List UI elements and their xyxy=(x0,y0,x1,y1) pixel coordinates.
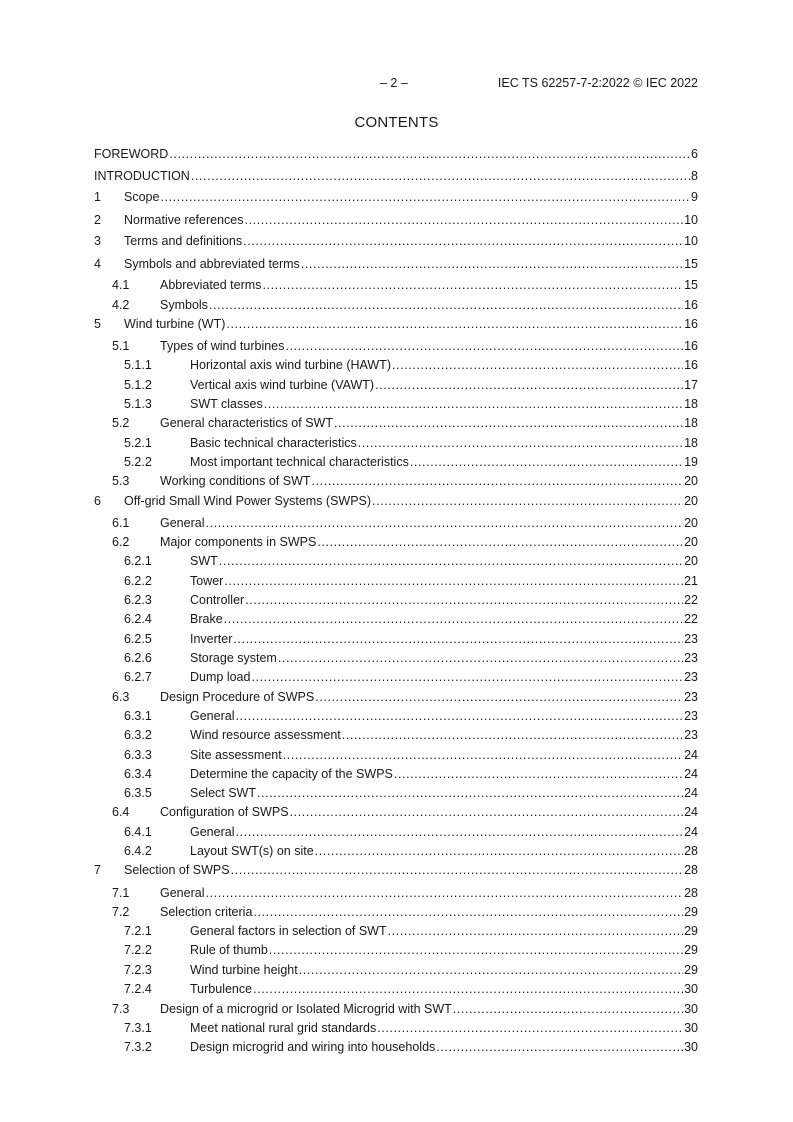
toc-entry[interactable] xyxy=(112,277,698,293)
toc-entry-page: 28 xyxy=(684,886,698,900)
toc-entry[interactable] xyxy=(94,256,698,272)
toc-entry-title: Select SWT xyxy=(190,786,256,800)
dot-leader xyxy=(253,981,683,997)
toc-entry[interactable] xyxy=(94,146,698,162)
toc-entry[interactable] xyxy=(94,493,698,509)
toc-entry[interactable] xyxy=(124,553,698,569)
toc-entry-page: 23 xyxy=(684,651,698,665)
page-header xyxy=(0,76,793,92)
dot-leader xyxy=(388,923,683,939)
toc-entry-number: 2 xyxy=(94,213,101,227)
toc-entry-title: Configuration of SWPS xyxy=(160,805,289,819)
toc-entry-title: Design Procedure of SWPS xyxy=(160,690,315,704)
toc-entry[interactable] xyxy=(112,804,698,820)
toc-entry[interactable] xyxy=(124,981,698,997)
dot-leader xyxy=(283,747,683,763)
toc-entry-number: 6.2.5 xyxy=(124,632,152,646)
toc-entry[interactable] xyxy=(112,415,698,431)
toc-entry-number: 6.4 xyxy=(112,805,130,819)
dot-leader xyxy=(269,942,683,958)
toc-entry-number: 6.2.6 xyxy=(124,651,152,665)
dot-leader xyxy=(301,256,683,272)
toc-entry-title: Types of wind turbines xyxy=(160,339,285,353)
toc-entry-page: 22 xyxy=(684,593,698,607)
dot-leader xyxy=(226,316,683,332)
toc-entry-page: 23 xyxy=(684,709,698,723)
toc-entry[interactable] xyxy=(124,962,698,978)
dot-leader xyxy=(253,904,683,920)
toc-entry-title: Dump load xyxy=(190,670,251,684)
toc-entry-page: 24 xyxy=(684,825,698,839)
dot-leader xyxy=(358,435,683,451)
toc-entry-title: General xyxy=(160,886,205,900)
toc-entry-page: 16 xyxy=(684,339,698,353)
dot-leader xyxy=(394,766,683,782)
toc-entry-page: 29 xyxy=(684,905,698,919)
toc-entry-page: 10 xyxy=(684,234,698,248)
toc-entry[interactable] xyxy=(124,785,698,801)
toc-entry-title: Wind resource assessment xyxy=(190,728,341,742)
toc-entry-title: General xyxy=(190,709,235,723)
toc-entry-number: 5.1.2 xyxy=(124,378,152,392)
toc-entry-number: 7.1 xyxy=(112,886,130,900)
toc-entry-title: Site assessment xyxy=(190,748,282,762)
toc-entry[interactable] xyxy=(124,923,698,939)
toc-entry-title: Turbulence xyxy=(190,982,253,996)
dot-leader xyxy=(453,1001,683,1017)
dot-leader xyxy=(251,669,683,685)
toc-entry-number: 7.3.1 xyxy=(124,1021,152,1035)
toc-entry[interactable] xyxy=(112,885,698,901)
toc-entry[interactable] xyxy=(112,297,698,313)
toc-entry-title: Normative references xyxy=(124,213,244,227)
toc-entry-page: 10 xyxy=(684,213,698,227)
toc-entry-title: Controller xyxy=(190,593,245,607)
toc-entry-number: 7 xyxy=(94,863,101,877)
toc-entry-number: 5.2 xyxy=(112,416,130,430)
toc-entry[interactable] xyxy=(124,1020,698,1036)
dot-leader xyxy=(334,415,683,431)
toc-entry-title: Symbols xyxy=(160,298,208,312)
dot-leader xyxy=(245,592,683,608)
toc-entry-page: 20 xyxy=(684,554,698,568)
dot-leader xyxy=(392,357,683,373)
toc-entry-number: 5.1.3 xyxy=(124,397,152,411)
toc-entry-title: Selection of SWPS xyxy=(124,863,230,877)
toc-entry-number: 5.1 xyxy=(112,339,130,353)
toc-entry-page: 18 xyxy=(684,436,698,450)
toc-entry[interactable] xyxy=(112,689,698,705)
toc-entry-number: 6.2.7 xyxy=(124,670,152,684)
toc-entry-page: 19 xyxy=(684,455,698,469)
toc-entry[interactable] xyxy=(124,650,698,666)
toc-entry-number: 6.2.4 xyxy=(124,612,152,626)
toc-entry[interactable] xyxy=(124,727,698,743)
toc-entry[interactable] xyxy=(124,766,698,782)
toc-entry-page: 15 xyxy=(684,257,698,271)
toc-entry[interactable] xyxy=(124,824,698,840)
toc-entry-title: Tower xyxy=(190,574,224,588)
toc-entry[interactable] xyxy=(124,631,698,647)
toc-entry-number: 3 xyxy=(94,234,101,248)
toc-entry-number: 6.3.2 xyxy=(124,728,152,742)
toc-entry-page: 23 xyxy=(684,690,698,704)
toc-entry-number: 5.1.1 xyxy=(124,358,152,372)
toc-entry-number: 6.2 xyxy=(112,535,130,549)
toc-entry-page: 29 xyxy=(684,963,698,977)
toc-entry-page: 30 xyxy=(684,1002,698,1016)
toc-entry-page: 6 xyxy=(691,147,698,161)
toc-entry[interactable] xyxy=(124,1039,698,1055)
toc-entry-number: 6.3.1 xyxy=(124,709,152,723)
toc-entry-page: 23 xyxy=(684,632,698,646)
toc-entry-page: 20 xyxy=(684,474,698,488)
toc-entry-number: 6.2.2 xyxy=(124,574,152,588)
dot-leader xyxy=(262,277,683,293)
dot-leader xyxy=(315,843,683,859)
toc-entry-title: Determine the capacity of the SWPS xyxy=(190,767,393,781)
dot-leader xyxy=(436,1039,683,1055)
toc-entry-page: 24 xyxy=(684,786,698,800)
toc-entry-page: 20 xyxy=(684,516,698,530)
toc-entry[interactable] xyxy=(124,454,698,470)
dot-leader xyxy=(375,377,683,393)
toc-entry-page: 28 xyxy=(684,863,698,877)
dot-leader xyxy=(209,297,683,313)
toc-entry[interactable] xyxy=(124,747,698,763)
toc-entry-title: General factors in selection of SWT xyxy=(190,924,387,938)
dot-leader xyxy=(169,146,690,162)
toc-entry[interactable] xyxy=(112,534,698,550)
toc-entry-page: 15 xyxy=(684,278,698,292)
toc-entry[interactable] xyxy=(112,338,698,354)
dot-leader xyxy=(235,824,683,840)
toc-entry-number: 5 xyxy=(94,317,101,331)
toc-entry[interactable] xyxy=(94,862,698,878)
dot-leader xyxy=(219,553,683,569)
standard-identifier: IEC TS 62257-7-2:2022 © IEC 2022 xyxy=(497,76,698,90)
toc-entry[interactable] xyxy=(94,168,698,184)
dot-leader xyxy=(312,473,684,489)
dot-leader xyxy=(235,708,683,724)
toc-entry-title: Layout SWT(s) on site xyxy=(190,844,314,858)
toc-entry-page: 24 xyxy=(684,748,698,762)
toc-entry[interactable] xyxy=(124,396,698,412)
toc-entry-title: Abbreviated terms xyxy=(160,278,262,292)
toc-entry[interactable] xyxy=(112,515,698,531)
toc-entry-page: 21 xyxy=(684,574,698,588)
toc-entry-number: 6.2.1 xyxy=(124,554,152,568)
dot-leader xyxy=(245,212,684,228)
dot-leader xyxy=(299,962,683,978)
dot-leader xyxy=(224,611,683,627)
dot-leader xyxy=(233,631,683,647)
dot-leader xyxy=(243,233,683,249)
toc-entry-number: 4.1 xyxy=(112,278,130,292)
dot-leader xyxy=(372,493,683,509)
toc-entry[interactable] xyxy=(124,708,698,724)
toc-entry-title: Off-grid Small Wind Power Systems (SWPS) xyxy=(124,494,372,508)
toc-entry[interactable] xyxy=(124,942,698,958)
toc-entry-title: Most important technical characteristics xyxy=(190,455,409,469)
dot-leader xyxy=(205,515,683,531)
dot-leader xyxy=(160,189,690,205)
dot-leader xyxy=(224,573,683,589)
toc-entry[interactable] xyxy=(124,669,698,685)
toc-entry[interactable] xyxy=(112,904,698,920)
toc-entry-number: 7.2.1 xyxy=(124,924,152,938)
toc-entry-number: 6 xyxy=(94,494,101,508)
toc-entry[interactable] xyxy=(94,189,698,205)
toc-entry[interactable] xyxy=(124,435,698,451)
toc-entry-page: 23 xyxy=(684,670,698,684)
toc-entry-title: Vertical axis wind turbine (VAWT) xyxy=(190,378,375,392)
toc-entry-title: Basic technical characteristics xyxy=(190,436,357,450)
toc-entry-title: Symbols and abbreviated terms xyxy=(124,257,300,271)
toc-entry-title: Wind turbine (WT) xyxy=(124,317,226,331)
toc-entry-title: Design of a microgrid or Isolated Microgrid with SWT xyxy=(160,1002,452,1016)
dot-leader xyxy=(257,785,683,801)
toc-entry-page: 20 xyxy=(684,494,698,508)
toc-entry-number: 6.4.2 xyxy=(124,844,152,858)
toc-entry[interactable] xyxy=(124,611,698,627)
toc-entry-number: 6.2.3 xyxy=(124,593,152,607)
dot-leader xyxy=(205,885,683,901)
toc-entry[interactable] xyxy=(112,1001,698,1017)
toc-entry-page: 9 xyxy=(691,190,698,204)
toc-entry[interactable] xyxy=(112,473,698,489)
toc-entry-number: 6.4.1 xyxy=(124,825,152,839)
toc-entry[interactable] xyxy=(124,592,698,608)
toc-entry-number: 7.3.2 xyxy=(124,1040,152,1054)
dot-leader xyxy=(317,534,683,550)
toc-entry-title: SWT xyxy=(190,554,218,568)
toc-entry-page: 24 xyxy=(684,767,698,781)
toc-entry-title: INTRODUCTION xyxy=(94,169,190,183)
dot-leader xyxy=(410,454,683,470)
toc-entry[interactable] xyxy=(124,573,698,589)
toc-entry-page: 16 xyxy=(684,298,698,312)
toc-entry-page: 18 xyxy=(684,416,698,430)
toc-entry-number: 1 xyxy=(94,190,101,204)
toc-entry-title: General characteristics of SWT xyxy=(160,416,333,430)
toc-entry-title: Terms and definitions xyxy=(124,234,243,248)
dot-leader xyxy=(377,1020,683,1036)
toc-entry-title: Rule of thumb xyxy=(190,943,268,957)
dot-leader xyxy=(290,804,684,820)
dot-leader xyxy=(342,727,683,743)
toc-entry-page: 29 xyxy=(684,924,698,938)
dot-leader xyxy=(315,689,683,705)
toc-entry-number: 7.2.3 xyxy=(124,963,152,977)
toc-entry-number: 7.2.2 xyxy=(124,943,152,957)
toc-entry-title: Storage system xyxy=(190,651,277,665)
toc-entry[interactable] xyxy=(124,357,698,373)
toc-entry-page: 29 xyxy=(684,943,698,957)
toc-entry-page: 23 xyxy=(684,728,698,742)
toc-entry-page: 18 xyxy=(684,397,698,411)
toc-entry-number: 6.3.3 xyxy=(124,748,152,762)
toc-entry-page: 24 xyxy=(684,805,698,819)
toc-entry-title: General xyxy=(190,825,235,839)
toc-entry-title: FOREWORD xyxy=(94,147,169,161)
toc-entry-number: 7.2.4 xyxy=(124,982,152,996)
toc-entry-page: 30 xyxy=(684,982,698,996)
toc-entry-title: Wind turbine height xyxy=(190,963,298,977)
toc-entry-number: 4 xyxy=(94,257,101,271)
toc-entry[interactable] xyxy=(124,377,698,393)
toc-entry-title: Working conditions of SWT xyxy=(160,474,311,488)
toc-entry-number: 5.3 xyxy=(112,474,130,488)
toc-entry-number: 6.1 xyxy=(112,516,130,530)
toc-entry[interactable] xyxy=(94,212,698,228)
toc-entry-page: 16 xyxy=(684,358,698,372)
toc-entry[interactable] xyxy=(124,843,698,859)
toc-entry-title: Selection criteria xyxy=(160,905,253,919)
toc-entry-title: Meet national rural grid standards xyxy=(190,1021,377,1035)
dot-leader xyxy=(191,168,690,184)
toc-entry-title: SWT classes xyxy=(190,397,263,411)
toc-entry-page: 17 xyxy=(684,378,698,392)
toc-entry-page: 30 xyxy=(684,1040,698,1054)
toc-entry-page: 30 xyxy=(684,1021,698,1035)
page-title: CONTENTS xyxy=(354,114,439,131)
toc-entry-number: 7.2 xyxy=(112,905,130,919)
toc-entry-title: Major components in SWPS xyxy=(160,535,317,549)
dot-leader xyxy=(285,338,683,354)
toc-entry-title: Design microgrid and wiring into households xyxy=(190,1040,436,1054)
toc-entry-number: 5.2.2 xyxy=(124,455,152,469)
toc-entry-title: Brake xyxy=(190,612,223,626)
toc-entry[interactable] xyxy=(94,233,698,249)
toc-entry-title: Scope xyxy=(124,190,160,204)
toc-entry[interactable] xyxy=(94,316,698,332)
toc-entry-number: 6.3 xyxy=(112,690,130,704)
dot-leader xyxy=(278,650,683,666)
toc-entry-page: 28 xyxy=(684,844,698,858)
toc-entry-title: General xyxy=(160,516,205,530)
dot-leader xyxy=(231,862,683,878)
toc-entry-number: 6.3.5 xyxy=(124,786,152,800)
toc-entry-page: 8 xyxy=(691,169,698,183)
toc-entry-number: 7.3 xyxy=(112,1002,130,1016)
toc-entry-page: 22 xyxy=(684,612,698,626)
page-number: – 2 – xyxy=(380,76,408,90)
dot-leader xyxy=(264,396,683,412)
toc-entry-page: 16 xyxy=(684,317,698,331)
toc-entry-page: 20 xyxy=(684,535,698,549)
toc-entry-title: Inverter xyxy=(190,632,233,646)
toc-entry-number: 4.2 xyxy=(112,298,130,312)
toc-entry-number: 5.2.1 xyxy=(124,436,152,450)
toc-entry-title: Horizontal axis wind turbine (HAWT) xyxy=(190,358,391,372)
toc-entry-number: 6.3.4 xyxy=(124,767,152,781)
